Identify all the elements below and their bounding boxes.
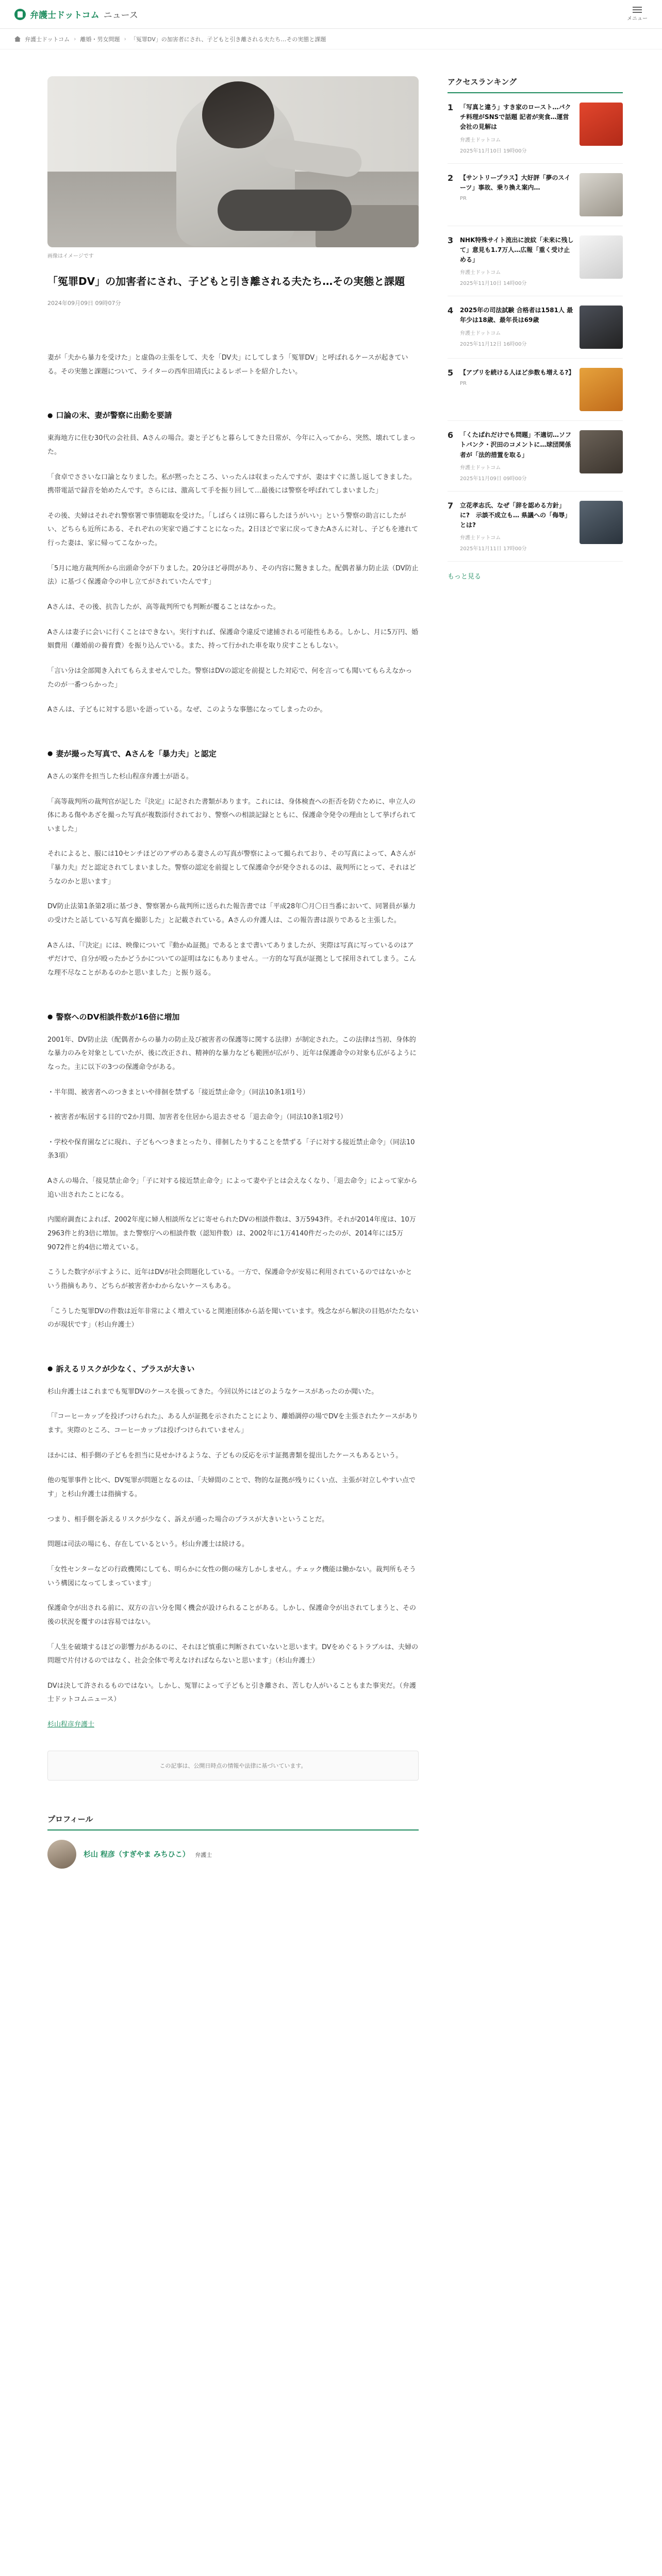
logo-icon	[14, 9, 26, 20]
paragraph: 「高等裁判所の裁判官が記した『決定』に記された書類があります。これには、身体検査への拒否を防ぐために、申立人の体にある傷やあざを撮った写真が複数添付されており、警察への相談記録とともに、保護命令発令の理由として挙げられていました」	[47, 798, 417, 833]
ranking-number: 3	[448, 235, 454, 245]
article-hero-image	[47, 76, 419, 247]
ranking-title[interactable]: 【サントリープラス】大好評「夢のスイーツ」事故、乗り換え案内…	[460, 174, 571, 191]
breadcrumb-separator: ›	[124, 36, 126, 42]
paragraph: ほかには、相手側の子どもを担当に見せかけるような、子どもの反応を示す証拠書類を提出したケースもあるという。	[47, 1451, 403, 1460]
ranking-item[interactable]	[448, 164, 623, 226]
article	[47, 76, 419, 1869]
ranking-thumbnail[interactable]	[580, 235, 623, 279]
article-date: 2024年09月09日 09時07分	[47, 300, 121, 307]
ranking-source: 弁護士ドットコム	[460, 330, 501, 336]
home-icon	[14, 36, 21, 42]
ranking-item[interactable]	[448, 93, 623, 164]
logo-text: 弁護士ドットコム	[30, 10, 100, 21]
ranking-source: PR	[460, 381, 467, 387]
paragraph: 東海地方に住む30代の会社員、Aさんの場合。妻と子どもと暮らしてきた日常が、今年に入ってから、突然、壊れてしまった。	[47, 434, 416, 456]
ranking-number: 6	[448, 430, 454, 440]
ranking-item[interactable]	[448, 421, 623, 492]
profile-heading: プロフィール	[47, 1814, 419, 1831]
paragraph: Aさんは、子どもに対する思いを語っている。なぜ、このような事態になってしまったのか。	[47, 706, 327, 714]
ranking-list	[448, 93, 623, 562]
paragraph: つまり、相手側を訴えるリスクが少なく、訴えが通った場合のプラスが大きいということだ。	[47, 1515, 329, 1523]
ranking-heading: アクセスランキング	[448, 76, 623, 93]
paragraph: 「言い分は全部聞き入れてもらえませんでした。警察はDVの認定を前提とした対応で、何を言っても聞いてもらえなかったのが一番つらかった」	[47, 667, 412, 689]
ranking-date: 2025年11月10日 19時00分	[460, 148, 527, 154]
ranking-number: 2	[448, 173, 454, 183]
ranking-title[interactable]: 【アプリを続ける人ほど歩数も増える?】	[460, 369, 575, 377]
article-section	[47, 748, 419, 980]
ranking-number: 7	[448, 500, 454, 511]
paragraph: ・学校や保育園などに現れ、子どもへつきまとったり、徘徊したりすることを禁ずる「子に対する接近禁止命令」（同法10条3項）	[47, 1138, 415, 1160]
paragraph: 問題は司法の場にも、存在しているという。杉山弁護士は続ける。	[47, 1540, 249, 1549]
ranking-date: 2025年11月09日 09時00分	[460, 476, 527, 482]
ranking-thumbnail[interactable]	[580, 501, 623, 544]
article-section	[47, 410, 419, 717]
breadcrumb	[0, 29, 662, 49]
ranking-thumbnail[interactable]	[580, 306, 623, 349]
paragraph: Aさんは、その後、抗告したが、高等裁判所でも判断が覆ることはなかった。	[47, 603, 280, 612]
paragraph: その後、夫婦はそれぞれ警察署で事情聴取を受けた。「しばらくは別に暮らしたほうがいい」という警察の助言にしたがい、どちらも近所にある、それぞれの実家で過ごすことになった。2日ほどで家に戻ってきたAさんに対し、子どもを連れて行った妻は、家に帰ってこなかった。	[47, 512, 419, 548]
paragraph: Aさんの案件を担当した杉山程彦弁護士が語る。	[47, 772, 193, 781]
ranking-source: 弁護士ドットコム	[460, 465, 501, 471]
lawyer-profile	[47, 1840, 419, 1869]
article-lead: 妻が「夫から暴力を受けた」と虚偽の主張をして、夫を「DV夫」にしてしまう「冤罪DV」と呼ばれるケースが起きている。その実態と課題について、ライターの西牟田靖氏によるレポートを紹介したい。	[47, 354, 408, 376]
ranking-source: 弁護士ドットコム	[460, 270, 501, 276]
site-header	[0, 0, 662, 29]
paragraph: ・半年間、被害者へのつきまといや徘徊を禁ずる「接近禁止命令」（同法10条1項1号）	[47, 1088, 309, 1096]
site-logo[interactable]	[14, 8, 138, 21]
lawyer-link[interactable]: 杉山程彦弁護士	[47, 1721, 95, 1729]
more-link[interactable]: もっと見る	[448, 573, 482, 581]
ranking-number: 1	[448, 103, 454, 112]
sidebar	[448, 76, 623, 1869]
ranking-thumbnail[interactable]	[580, 103, 623, 146]
ranking-number: 5	[448, 368, 454, 378]
ranking-number: 4	[448, 306, 454, 316]
section-heading: ● 訴えるリスクが少なく、プラスが大きい	[47, 1363, 419, 1374]
paragraph: こうした数字が示すように、近年はDVが社会問題化している。一方で、保護命令が安易に利用されているのではないかという指摘もあり、どちらが被害者かわからないケースもある。	[47, 1268, 412, 1290]
paragraph: 他の冤罪事件と比べ、DV冤罪が問題となるのは、「夫婦間のことで、物的な証拠が残りにくい点、主張が対立しやすい点です」と杉山弁護士は指摘する。	[47, 1477, 416, 1499]
ranking-item[interactable]	[448, 359, 623, 421]
profile-name[interactable]: 杉山 程彦（すぎやま みちひこ）	[84, 1850, 190, 1859]
paragraph: 保護命令が出される前に、双方の言い分を聞く機会が設けられることがある。しかし、保護命令が出されてしまうと、その後の状況を覆すのは容易ではない。	[47, 1604, 417, 1626]
article-title: 「冤罪DV」の加害者にされ、子どもと引き離される夫たち…その実態と課題	[47, 275, 405, 287]
paragraph: それによると、服には10センチほどのアザのある妻さんの写真が警察によって撮られており、その写真によって、Aさんが『暴力夫』だと認定されてしまいました。警察の認定を前提として保護命令が発令されるのは、裁判所にとって、それはどうなのかと思います」	[47, 850, 416, 886]
paragraph: 「人生を破壊するほどの影響力があるのに、それほど慎重に判断されていないと思います。DVをめぐるトラブルは、夫婦の問題で片付けるのではなく、社会全体で考えなければならないと思います」（杉山弁護士）	[47, 1643, 419, 1665]
paragraph: 杉山弁護士はこれまでも冤罪DVのケースを扱ってきた。今回以外にはどのようなケースがあったのか聞いた。	[47, 1387, 378, 1396]
ranking-date: 2025年11月11日 17時00分	[460, 546, 527, 552]
paragraph: 「こうした冤罪DVの件数は近年非常によく増えていると関連団体から話を聞いています。残念ながら解決の目処がたたないのが現状です」（杉山弁護士）	[47, 1307, 419, 1329]
paragraph: ・被害者が転居する目的で2か月間、加害者を住居から退去させる「退去命令」（同法10条1項2号）	[47, 1113, 347, 1122]
breadcrumb-category[interactable]: 離婚・男女問題	[80, 36, 120, 43]
paragraph: Aさんの場合、「接見禁止命令」「子に対する接近禁止命令」によって妻や子とは会えなくなり、「退去命令」によって家から追い出されたことになる。	[47, 1177, 418, 1199]
paragraph: Aさんは妻子に会いに行くことはできない。実行すれば、保護命令違反で逮捕される可能性もある。しかし、月に5万円、婚姻費用（離婚前の養育費）を振り込んでいる。また、持って行かれた車を取り戻すこともしない。	[47, 628, 419, 650]
logo-sub: ニュース	[103, 10, 138, 21]
ranking-source: 弁護士ドットコム	[460, 535, 501, 541]
paragraph: 「5月に地方裁判所から出頭命令が下りました。20分ほど尋問があり、その内容に驚きました。配偶者暴力防止法（DV防止法）に基づく保護命令の申し立てがされていたんです」	[47, 564, 419, 586]
article-notice: この記事は、公開日時点の情報や法律に基づいています。	[47, 1751, 419, 1781]
breadcrumb-home[interactable]: 弁護士ドットコム	[25, 36, 70, 43]
section-heading: ● 妻が撮った写真で、Aさんを「暴力夫」と認定	[47, 748, 419, 759]
menu-label: メニュー	[627, 16, 648, 22]
article-section	[47, 1011, 419, 1332]
ranking-title[interactable]: NHK特殊サイト流出に波紋「未来に残して」意見も1.7万人…広報「重く受け止める」	[460, 236, 574, 263]
paragraph: Aさんは、「『決定』には、映像について『動かぬ証拠』であるとまで書いてありましたが、実際は写真に写っているのはアザだけで、自分が殴ったかどうかについての証明はなにもありません。一方的な写真が証拠として採用されてしまう。こんな理不尽なことがあるのかと思いました」と振り返る。	[47, 941, 417, 977]
paragraph: 「女性センターなどの行政機関にしても、明らかに女性の側の味方しかしません。チェック機能は働かない。裁判所もそういう構図になってしまっています」	[47, 1565, 416, 1587]
ranking-source: PR	[460, 195, 467, 201]
paragraph: DV防止法第1条第2項に基づき、警察署から裁判所に送られた報告書では「平成28年〇月〇日当番において、同署員が暴力の受けたと話している写真を撮影した」と記載されている。Aさんの弁護人は、この報告書は誤りであると主張した。	[47, 903, 416, 925]
article-section	[47, 1363, 419, 1707]
ranking-thumbnail[interactable]	[580, 430, 623, 473]
section-heading: ● 口論の末、妻が警察に出動を要請	[47, 410, 419, 420]
ranking-item[interactable]	[448, 296, 623, 359]
ranking-title[interactable]: 立花孝志氏、なぜ「辞を認める方針」に? 示談不成立も… 県議への「侮辱」とは?	[460, 501, 571, 529]
section-heading: ● 警察へのDV相談件数が16倍に増加	[47, 1011, 419, 1022]
paragraph: 2001年、DV防止法（配偶者からの暴力の防止及び被害者の保護等に関する法律）が制定された。この法律は当初、身体的な暴力のみを対象としていたが、後に改正され、精神的な暴力なども範囲が広がり、近年は保護命令の対象も広がるようになった。主に以下の3つの保護命令がある。	[47, 1036, 417, 1071]
paragraph: 内閣府調査によれば、2002年度に婦人相談所などに寄せられたDVの相談件数は、3万5943件。それが2014年度は、10万2963件と約3倍に増加。また警察庁への相談件数（認知件数）は、2002年に1万4140件だったのが、2014年には5万9072件と約4倍に増えている。	[47, 1216, 416, 1251]
ranking-item[interactable]	[448, 226, 623, 297]
paragraph: 「食卓でささいな口論となりました。私が黙ったところ、いったんは収まったんですが、妻はすぐに蒸し返してきました。携帯電話で録音を始めたんです。さらには、激高して手を振り回して…最後には警察を呼ばれてしまいました」	[47, 473, 417, 495]
ranking-date: 2025年11月12日 16時00分	[460, 341, 527, 347]
breadcrumb-separator: ›	[74, 36, 76, 42]
hamburger-icon	[633, 7, 642, 13]
profile-role: 弁護士	[195, 1851, 212, 1858]
ranking-item[interactable]	[448, 492, 623, 562]
ranking-title[interactable]: 「くたばれだけでも問題」不適切…ソフトバンク・沢田のコメントに…球団関係者が「法的措置を取る」	[460, 431, 572, 459]
menu-button[interactable]	[627, 7, 648, 22]
breadcrumb-current: 「冤罪DV」の加害者にされ、子どもと引き離される夫たち…その実態と課題	[130, 36, 326, 43]
image-caption: 画像はイメージです	[47, 253, 94, 259]
ranking-source: 弁護士ドットコム	[460, 137, 501, 143]
ranking-thumbnail[interactable]	[580, 173, 623, 216]
paragraph: 「『コーヒーカップを投げつけられた』、ある人が証拠を示されたことにより、離婚調停の場でDVを主張されたケースがあります。実際のところ、コーヒーカップは投げつけられていません」	[47, 1413, 419, 1435]
ranking-title[interactable]: 「写真と違う」すき家のロースト…パクチ料理がSNSで話題 記者が実食…運営会社の見解は	[460, 104, 571, 131]
ranking-thumbnail[interactable]	[580, 368, 623, 411]
ranking-title[interactable]: 2025年の司法試験 合格者は1581人 最年少は18歳、最年長は69歳	[460, 307, 573, 324]
paragraph: DVは決して許されるものではない。しかし、冤罪によって子どもと引き離され、苦しむ人がいることもまた事実だ。（弁護士ドットコムニュース）	[47, 1682, 416, 1704]
ranking-date: 2025年11月10日 14時00分	[460, 281, 527, 287]
avatar	[47, 1840, 76, 1869]
